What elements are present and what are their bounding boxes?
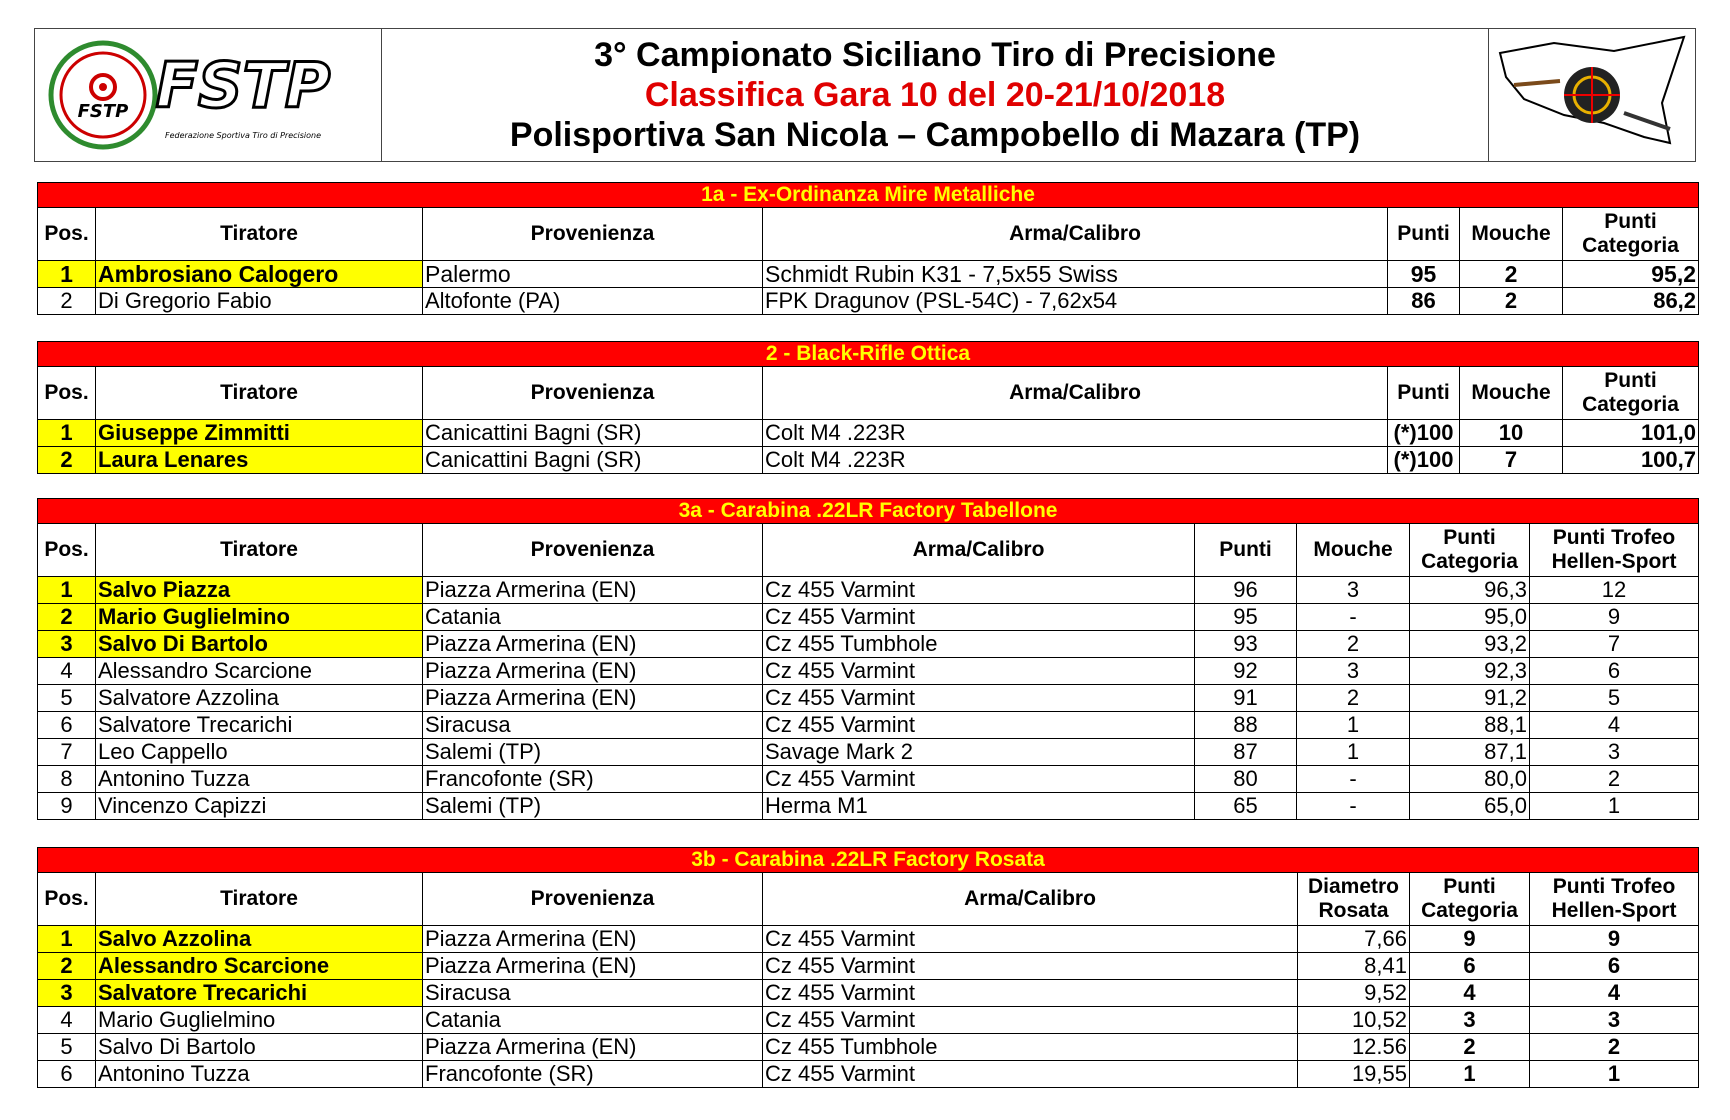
cell-pos: 2 xyxy=(38,604,96,631)
cell-mouche: 3 xyxy=(1297,577,1410,604)
col-header-pos: Pos. xyxy=(38,873,96,926)
cell-arma: Schmidt Rubin K31 - 7,5x55 Swiss xyxy=(763,261,1388,288)
cell-tiratore: Salvatore Azzolina xyxy=(96,685,423,712)
cell-pos: 2 xyxy=(38,288,96,315)
cell-diametro: 7,66 xyxy=(1298,926,1410,953)
cell-pos: 5 xyxy=(38,1034,96,1061)
table-row xyxy=(38,447,1699,474)
cell-tiratore: Alessandro Scarcione xyxy=(96,953,423,980)
table-row xyxy=(38,712,1699,739)
cell-punti-categoria: 91,2 xyxy=(1410,685,1530,712)
cell-arma: Cz 455 Varmint xyxy=(763,712,1195,739)
cell-punti-categoria: 1 xyxy=(1410,1061,1530,1088)
svg-text:Federazione Sportiva Tiro di P: Federazione Sportiva Tiro di Precisione xyxy=(164,131,322,140)
col-header-punti-categoria: Punti Categoria xyxy=(1563,367,1699,420)
cell-punti-trofeo: 6 xyxy=(1530,658,1699,685)
col-header-mouche: Mouche xyxy=(1460,208,1563,261)
cell-mouche: 3 xyxy=(1297,658,1410,685)
cell-arma: Cz 455 Varmint xyxy=(763,766,1195,793)
cell-mouche: 2 xyxy=(1297,685,1410,712)
cell-punti: 80 xyxy=(1195,766,1297,793)
cell-punti: 91 xyxy=(1195,685,1297,712)
table-row xyxy=(38,577,1699,604)
col-header-pos: Pos. xyxy=(38,208,96,261)
championship-title: 3° Campionato Siciliano Tiro di Precisione xyxy=(594,36,1276,74)
section-caption: 1a - Ex-Ordinanza Mire Metalliche xyxy=(38,183,1699,208)
col-header-diametro: Diametro Rosata xyxy=(1298,873,1410,926)
cell-punti-categoria: 2 xyxy=(1410,1034,1530,1061)
cell-provenienza: Catania xyxy=(423,604,763,631)
cell-diametro: 9,52 xyxy=(1298,980,1410,1007)
cell-arma: Herma M1 xyxy=(763,793,1195,820)
cell-mouche: 1 xyxy=(1297,739,1410,766)
col-header-tiratore: Tiratore xyxy=(96,367,423,420)
cell-punti-trofeo: 1 xyxy=(1530,1061,1699,1088)
col-header-punti: Punti xyxy=(1388,367,1460,420)
cell-provenienza: Canicattini Bagni (SR) xyxy=(423,447,763,474)
cell-mouche: 2 xyxy=(1460,288,1563,315)
cell-tiratore: Laura Lenares xyxy=(96,447,423,474)
cell-punti: 65 xyxy=(1195,793,1297,820)
cell-tiratore: Giuseppe Zimmitti xyxy=(96,420,423,447)
cell-pos: 6 xyxy=(38,712,96,739)
cell-provenienza: Altofonte (PA) xyxy=(423,288,763,315)
cell-pos: 3 xyxy=(38,631,96,658)
cell-pos: 3 xyxy=(38,980,96,1007)
cell-mouche: 2 xyxy=(1460,261,1563,288)
col-header-arma: Arma/Calibro xyxy=(763,873,1298,926)
cell-punti-categoria: 6 xyxy=(1410,953,1530,980)
cell-pos: 4 xyxy=(38,1007,96,1034)
cell-provenienza: Palermo xyxy=(423,261,763,288)
section-caption: 2 - Black-Rifle Ottica xyxy=(38,342,1699,367)
cell-punti-categoria: 100,7 xyxy=(1563,447,1699,474)
cell-mouche: - xyxy=(1297,766,1410,793)
col-header-tiratore: Tiratore xyxy=(96,208,423,261)
table-row xyxy=(38,420,1699,447)
cell-diametro: 8,41 xyxy=(1298,953,1410,980)
cell-tiratore: Salvo Azzolina xyxy=(96,926,423,953)
title-block xyxy=(382,29,1488,161)
fstp-logo xyxy=(35,29,382,161)
cell-punti-trofeo: 2 xyxy=(1530,766,1699,793)
cell-arma: Cz 455 Varmint xyxy=(763,980,1298,1007)
cell-provenienza: Francofonte (SR) xyxy=(423,1061,763,1088)
cell-punti-trofeo: 4 xyxy=(1530,712,1699,739)
cell-punti-trofeo: 9 xyxy=(1530,604,1699,631)
cell-pos: 5 xyxy=(38,685,96,712)
svg-text:FSTP: FSTP xyxy=(155,49,331,122)
col-header-pos: Pos. xyxy=(38,367,96,420)
cell-punti-categoria: 92,3 xyxy=(1410,658,1530,685)
cell-punti-categoria: 3 xyxy=(1410,1007,1530,1034)
table-row xyxy=(38,604,1699,631)
cell-punti-categoria: 65,0 xyxy=(1410,793,1530,820)
col-header-provenienza: Provenienza xyxy=(423,873,763,926)
cell-punti-trofeo: 4 xyxy=(1530,980,1699,1007)
col-header-tiratore: Tiratore xyxy=(96,873,423,926)
cell-punti-categoria: 80,0 xyxy=(1410,766,1530,793)
col-header-tiratore: Tiratore xyxy=(96,524,423,577)
cell-punti: 88 xyxy=(1195,712,1297,739)
cell-provenienza: Catania xyxy=(423,1007,763,1034)
col-header-pos: Pos. xyxy=(38,524,96,577)
cell-arma: Cz 455 Varmint xyxy=(763,1061,1298,1088)
cell-tiratore: Salvo Di Bartolo xyxy=(96,1034,423,1061)
cell-punti-categoria: 95,0 xyxy=(1410,604,1530,631)
cell-punti: 95 xyxy=(1195,604,1297,631)
table-row xyxy=(38,926,1699,953)
col-header-punti-trofeo: Punti Trofeo Hellen-Sport xyxy=(1530,873,1699,926)
table-row xyxy=(38,980,1699,1007)
cell-arma: Cz 455 Varmint xyxy=(763,1007,1298,1034)
table-row xyxy=(38,631,1699,658)
section-caption: 3b - Carabina .22LR Factory Rosata xyxy=(38,848,1699,873)
cell-pos: 2 xyxy=(38,447,96,474)
cell-pos: 1 xyxy=(38,577,96,604)
table-row xyxy=(38,1007,1699,1034)
cell-punti-categoria: 96,3 xyxy=(1410,577,1530,604)
cell-mouche: - xyxy=(1297,793,1410,820)
cell-provenienza: Siracusa xyxy=(423,980,763,1007)
section-2-table xyxy=(37,341,1699,474)
col-header-punti-trofeo: Punti Trofeo Hellen-Sport xyxy=(1530,524,1699,577)
cell-provenienza: Canicattini Bagni (SR) xyxy=(423,420,763,447)
cell-punti: 86 xyxy=(1388,288,1460,315)
cell-arma: Cz 455 Tumbhole xyxy=(763,1034,1298,1061)
cell-tiratore: Mario Guglielmino xyxy=(96,1007,423,1034)
col-header-arma: Arma/Calibro xyxy=(763,524,1195,577)
cell-provenienza: Piazza Armerina (EN) xyxy=(423,631,763,658)
section-3b-table xyxy=(37,847,1699,1088)
cell-tiratore: Alessandro Scarcione xyxy=(96,658,423,685)
col-header-punti-categoria: Punti Categoria xyxy=(1410,873,1530,926)
cell-punti-categoria: 88,1 xyxy=(1410,712,1530,739)
cell-pos: 1 xyxy=(38,926,96,953)
cell-provenienza: Piazza Armerina (EN) xyxy=(423,1034,763,1061)
table-row xyxy=(38,1034,1699,1061)
col-header-punti: Punti xyxy=(1388,208,1460,261)
table-row xyxy=(38,261,1699,288)
table-row xyxy=(38,793,1699,820)
cell-pos: 1 xyxy=(38,420,96,447)
cell-tiratore: Antonino Tuzza xyxy=(96,1061,423,1088)
cell-provenienza: Piazza Armerina (EN) xyxy=(423,577,763,604)
cell-provenienza: Salemi (TP) xyxy=(423,739,763,766)
section-1a-table xyxy=(37,182,1699,315)
cell-punti: 93 xyxy=(1195,631,1297,658)
table-row xyxy=(38,288,1699,315)
cell-punti-trofeo: 7 xyxy=(1530,631,1699,658)
cell-punti-trofeo: 9 xyxy=(1530,926,1699,953)
col-header-punti: Punti xyxy=(1195,524,1297,577)
cell-arma: FPK Dragunov (PSL-54C) - 7,62x54 xyxy=(763,288,1388,315)
cell-punti: 96 xyxy=(1195,577,1297,604)
cell-punti: 92 xyxy=(1195,658,1297,685)
cell-mouche: 2 xyxy=(1297,631,1410,658)
col-header-punti-categoria: Punti Categoria xyxy=(1410,524,1530,577)
cell-tiratore: Salvatore Trecarichi xyxy=(96,712,423,739)
cell-punti-trofeo: 5 xyxy=(1530,685,1699,712)
cell-punti: 95 xyxy=(1388,261,1460,288)
cell-arma: Colt M4 .223R xyxy=(763,420,1388,447)
cell-arma: Cz 455 Varmint xyxy=(763,685,1195,712)
col-header-provenienza: Provenienza xyxy=(423,367,763,420)
cell-punti-categoria: 93,2 xyxy=(1410,631,1530,658)
cell-punti-trofeo: 1 xyxy=(1530,793,1699,820)
cell-provenienza: Siracusa xyxy=(423,712,763,739)
cell-diametro: 19,55 xyxy=(1298,1061,1410,1088)
cell-tiratore: Salvatore Trecarichi xyxy=(96,980,423,1007)
cell-punti-categoria: 101,0 xyxy=(1563,420,1699,447)
cell-punti-trofeo: 6 xyxy=(1530,953,1699,980)
cell-provenienza: Piazza Armerina (EN) xyxy=(423,953,763,980)
cell-mouche: 10 xyxy=(1460,420,1563,447)
cell-tiratore: Salvo Piazza xyxy=(96,577,423,604)
table-row xyxy=(38,766,1699,793)
cell-arma: Cz 455 Varmint xyxy=(763,604,1195,631)
cell-pos: 2 xyxy=(38,953,96,980)
cell-punti-categoria: 4 xyxy=(1410,980,1530,1007)
cell-arma: Cz 455 Varmint xyxy=(763,926,1298,953)
cell-tiratore: Leo Cappello xyxy=(96,739,423,766)
table-row xyxy=(38,953,1699,980)
cell-tiratore: Vincenzo Capizzi xyxy=(96,793,423,820)
cell-mouche: 1 xyxy=(1297,712,1410,739)
page-header xyxy=(34,28,1696,162)
cell-provenienza: Francofonte (SR) xyxy=(423,766,763,793)
cell-diametro: 12.56 xyxy=(1298,1034,1410,1061)
col-header-arma: Arma/Calibro xyxy=(763,208,1388,261)
cell-punti-categoria: 86,2 xyxy=(1563,288,1699,315)
cell-punti-categoria: 95,2 xyxy=(1563,261,1699,288)
table-row xyxy=(38,1061,1699,1088)
col-header-mouche: Mouche xyxy=(1297,524,1410,577)
cell-punti-categoria: 87,1 xyxy=(1410,739,1530,766)
cell-pos: 1 xyxy=(38,261,96,288)
cell-arma: Cz 455 Varmint xyxy=(763,953,1298,980)
cell-pos: 6 xyxy=(38,1061,96,1088)
cell-provenienza: Piazza Armerina (EN) xyxy=(423,685,763,712)
col-header-mouche: Mouche xyxy=(1460,367,1563,420)
cell-pos: 8 xyxy=(38,766,96,793)
cell-provenienza: Piazza Armerina (EN) xyxy=(423,658,763,685)
cell-punti-trofeo: 2 xyxy=(1530,1034,1699,1061)
section-3a-table xyxy=(37,498,1699,820)
cell-punti-trofeo: 3 xyxy=(1530,1007,1699,1034)
cell-arma: Cz 455 Tumbhole xyxy=(763,631,1195,658)
cell-pos: 4 xyxy=(38,658,96,685)
table-row xyxy=(38,658,1699,685)
cell-punti-categoria: 9 xyxy=(1410,926,1530,953)
cell-punti: (*)100 xyxy=(1388,420,1460,447)
table-row xyxy=(38,685,1699,712)
cell-tiratore: Ambrosiano Calogero xyxy=(96,261,423,288)
cell-punti-trofeo: 12 xyxy=(1530,577,1699,604)
cell-arma: Savage Mark 2 xyxy=(763,739,1195,766)
col-header-provenienza: Provenienza xyxy=(423,524,763,577)
cell-tiratore: Di Gregorio Fabio xyxy=(96,288,423,315)
col-header-provenienza: Provenienza xyxy=(423,208,763,261)
svg-text:FSTP: FSTP xyxy=(77,101,129,122)
cell-tiratore: Salvo Di Bartolo xyxy=(96,631,423,658)
section-caption: 3a - Carabina .22LR Factory Tabellone xyxy=(38,499,1699,524)
cell-arma: Colt M4 .223R xyxy=(763,447,1388,474)
ranking-title: Classifica Gara 10 del 20-21/10/2018 xyxy=(644,76,1226,114)
cell-tiratore: Antonino Tuzza xyxy=(96,766,423,793)
col-header-punti-categoria: Punti Categoria xyxy=(1563,208,1699,261)
cell-arma: Cz 455 Varmint xyxy=(763,577,1195,604)
cell-provenienza: Salemi (TP) xyxy=(423,793,763,820)
venue-title: Polisportiva San Nicola – Campobello di Mazara (TP) xyxy=(509,116,1361,154)
cell-provenienza: Piazza Armerina (EN) xyxy=(423,926,763,953)
sicily-logo xyxy=(1488,29,1695,161)
cell-tiratore: Mario Guglielmino xyxy=(96,604,423,631)
cell-diametro: 10,52 xyxy=(1298,1007,1410,1034)
cell-arma: Cz 455 Varmint xyxy=(763,658,1195,685)
cell-mouche: - xyxy=(1297,604,1410,631)
cell-punti-trofeo: 3 xyxy=(1530,739,1699,766)
table-row xyxy=(38,739,1699,766)
cell-punti: (*)100 xyxy=(1388,447,1460,474)
cell-punti: 87 xyxy=(1195,739,1297,766)
cell-pos: 7 xyxy=(38,739,96,766)
cell-pos: 9 xyxy=(38,793,96,820)
col-header-arma: Arma/Calibro xyxy=(763,367,1388,420)
cell-mouche: 7 xyxy=(1460,447,1563,474)
